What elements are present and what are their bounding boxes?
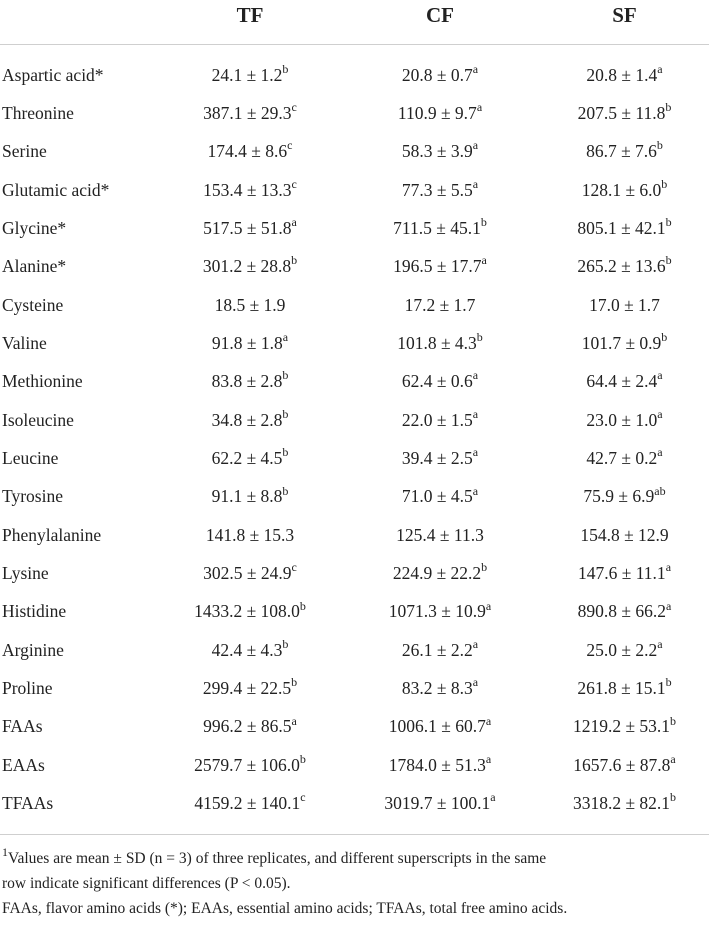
cf-value: 77.3 ± 5.5 bbox=[401, 179, 473, 200]
amino-acid-name: Isoleucine bbox=[2, 409, 74, 430]
cf-significance-letter: a bbox=[472, 176, 479, 191]
sf-value-cell bbox=[540, 631, 709, 669]
cf-value: 101.8 ± 4.3 bbox=[397, 332, 477, 353]
cf-value: 39.4 ± 2.5 bbox=[401, 448, 473, 468]
cf-value: 17.2 ± 1.7 bbox=[404, 294, 476, 315]
cf-value-cell bbox=[350, 707, 530, 745]
sf-significance-letter: a bbox=[657, 61, 663, 76]
sf-value-cell bbox=[540, 784, 709, 822]
tf-value: 83.8 ± 2.8 bbox=[211, 371, 283, 392]
cf-significance-letter: a bbox=[485, 751, 492, 766]
table-row bbox=[0, 477, 709, 515]
tf-value-cell bbox=[160, 631, 340, 669]
cf-value: 26.1 ± 2.2 bbox=[401, 639, 473, 660]
footnote-2: FAAs, flavor amino acids (*); EAAs, essential amino acids; TFAAs, total free amino acids. bbox=[2, 900, 568, 917]
tf-value: 517.5 ± 51.8 bbox=[203, 217, 292, 238]
tf-value: 141.8 ± 15.3 bbox=[205, 524, 295, 545]
table-row bbox=[0, 669, 709, 707]
sf-value-cell bbox=[540, 439, 709, 477]
sf-value-cell bbox=[540, 94, 709, 132]
sf-value-cell bbox=[540, 669, 709, 707]
amino-acid-name: TFAAs bbox=[2, 793, 54, 814]
cf-value-cell bbox=[350, 94, 530, 132]
cf-value: 1784.0 ± 51.3 bbox=[388, 754, 486, 775]
amino-acid-name: Glycine* bbox=[2, 217, 67, 238]
cf-significance-letter: a bbox=[472, 675, 479, 690]
tf-value: 4159.2 ± 140.1 bbox=[194, 793, 301, 814]
tf-significance-letter: b bbox=[291, 253, 298, 268]
tf-significance-letter: a bbox=[291, 713, 297, 728]
tf-significance-letter: a bbox=[291, 215, 297, 230]
tf-value: 42.4 ± 4.3 bbox=[211, 639, 283, 660]
cf-significance-letter: a bbox=[485, 598, 492, 613]
tf-value: 387.1 ± 29.3 bbox=[203, 102, 292, 123]
tf-value-cell bbox=[160, 516, 340, 554]
tf-value-cell bbox=[160, 247, 340, 285]
tf-value-cell bbox=[160, 362, 340, 400]
cf-value: 71.0 ± 4.5 bbox=[401, 486, 473, 507]
table-row bbox=[0, 94, 709, 132]
cf-value-cell bbox=[350, 401, 530, 439]
amino-acid-name: Methionine bbox=[2, 371, 83, 392]
sf-significance-letter: b bbox=[665, 215, 672, 230]
sf-value: 42.7 ± 0.2 bbox=[586, 448, 658, 468]
amino-acid-name: EAAs bbox=[2, 754, 45, 775]
cf-value: 196.5 ± 17.7 bbox=[393, 256, 482, 277]
cf-value-cell bbox=[350, 286, 530, 324]
tf-value: 174.4 ± 8.6 bbox=[207, 141, 288, 162]
sf-value-cell bbox=[540, 401, 709, 439]
tf-significance-letter: c bbox=[291, 560, 297, 575]
table-row bbox=[0, 439, 709, 477]
sf-value: 3318.2 ± 82.1 bbox=[572, 793, 671, 814]
sf-value: 207.5 ± 11.8 bbox=[577, 102, 666, 123]
cf-significance-letter: a bbox=[472, 406, 479, 421]
tf-significance-letter: c bbox=[287, 138, 293, 153]
cf-value-cell bbox=[350, 324, 530, 362]
cf-value-cell bbox=[350, 362, 530, 400]
cf-value-cell bbox=[350, 592, 530, 630]
sf-value-cell bbox=[540, 362, 709, 400]
cf-value: 125.4 ± 11.3 bbox=[396, 524, 484, 545]
cf-significance-letter: a bbox=[472, 368, 479, 383]
sf-significance-letter: b bbox=[661, 176, 668, 191]
tf-value-cell bbox=[160, 56, 340, 94]
sf-value-cell bbox=[540, 592, 709, 630]
cf-significance-letter: a bbox=[490, 790, 496, 805]
table-row bbox=[0, 401, 709, 439]
tf-value: 62.2 ± 4.5 bbox=[211, 448, 283, 468]
table-row bbox=[0, 209, 709, 247]
cf-significance-letter: a bbox=[476, 100, 483, 115]
tf-significance-letter: b bbox=[299, 598, 306, 613]
cf-value-cell bbox=[350, 669, 530, 707]
sf-value-cell bbox=[540, 554, 709, 592]
table-row bbox=[0, 746, 709, 784]
sf-value-cell bbox=[540, 132, 709, 170]
sf-value-cell bbox=[540, 477, 709, 515]
tf-value-cell bbox=[160, 171, 340, 209]
sf-value: 1657.6 ± 87.8 bbox=[573, 754, 671, 775]
cf-value: 711.5 ± 45.1 bbox=[393, 217, 481, 238]
cf-value-cell bbox=[350, 56, 530, 94]
sf-significance-letter: a bbox=[666, 598, 672, 613]
cf-value: 22.0 ± 1.5 bbox=[401, 409, 473, 430]
cf-significance-letter: a bbox=[472, 636, 479, 651]
sf-value: 265.2 ± 13.6 bbox=[577, 256, 666, 277]
table-header-row bbox=[0, 0, 709, 45]
tf-value-cell bbox=[160, 209, 340, 247]
sf-significance-letter: a bbox=[665, 560, 672, 575]
tf-value: 299.4 ± 22.5 bbox=[202, 678, 292, 699]
amino-acid-name: Cysteine bbox=[2, 294, 64, 315]
sf-value: 75.9 ± 6.9 bbox=[583, 486, 655, 507]
sf-value-cell bbox=[540, 324, 709, 362]
tf-value-cell bbox=[160, 784, 340, 822]
tf-value-cell bbox=[160, 669, 340, 707]
tf-value: 91.1 ± 8.8 bbox=[211, 486, 283, 507]
table-row bbox=[0, 592, 709, 630]
sf-value-cell bbox=[540, 516, 709, 554]
cf-significance-letter: a bbox=[485, 713, 492, 728]
sf-significance-letter: b bbox=[665, 100, 672, 115]
cf-value: 20.8 ± 0.7 bbox=[401, 64, 473, 85]
tf-significance-letter: b bbox=[282, 483, 289, 498]
sf-value: 25.0 ± 2.2 bbox=[586, 639, 658, 660]
tf-significance-letter: b bbox=[291, 675, 298, 690]
tf-significance-letter: c bbox=[300, 790, 306, 805]
cf-value-cell bbox=[350, 247, 530, 285]
amino-acid-name: Serine bbox=[2, 141, 47, 162]
table-row bbox=[0, 362, 709, 400]
sf-value: 128.1 ± 6.0 bbox=[581, 179, 662, 200]
cf-significance-letter: a bbox=[472, 483, 479, 498]
sf-significance-letter: a bbox=[670, 751, 676, 766]
table-row bbox=[0, 631, 709, 669]
table-row bbox=[0, 247, 709, 285]
sf-significance-letter: b bbox=[670, 790, 677, 805]
table-row bbox=[0, 132, 709, 170]
sf-value: 890.8 ± 66.2 bbox=[577, 601, 667, 622]
sf-value-cell bbox=[540, 247, 709, 285]
tf-value: 18.5 ± 1.9 bbox=[214, 294, 286, 315]
sf-significance-letter: b bbox=[661, 330, 668, 345]
sf-value-cell bbox=[540, 209, 709, 247]
tf-value: 1433.2 ± 108.0 bbox=[194, 601, 300, 622]
table-bottom-rule bbox=[0, 834, 709, 835]
tf-value-cell bbox=[160, 132, 340, 170]
tf-value: 34.8 ± 2.8 bbox=[211, 409, 283, 430]
sf-significance-letter: b bbox=[665, 253, 672, 268]
cf-value: 62.4 ± 0.6 bbox=[401, 371, 473, 392]
sf-value: 64.4 ± 2.4 bbox=[586, 371, 658, 392]
tf-significance-letter: b bbox=[299, 751, 306, 766]
tf-significance-letter: a bbox=[282, 330, 289, 345]
column-header-cf: CF bbox=[426, 3, 454, 27]
tf-value: 153.4 ± 13.3 bbox=[203, 179, 292, 200]
table-row bbox=[0, 707, 709, 745]
amino-acid-name: Proline bbox=[2, 678, 53, 699]
tf-value-cell bbox=[160, 439, 340, 477]
footnote-marker: 1 bbox=[2, 844, 8, 859]
cf-value-cell bbox=[350, 516, 530, 554]
sf-significance-letter: a bbox=[657, 406, 663, 421]
sf-significance-letter: b bbox=[656, 138, 663, 153]
table-row bbox=[0, 324, 709, 362]
sf-significance-letter: a bbox=[657, 636, 663, 651]
sf-significance-letter: b bbox=[665, 675, 672, 690]
cf-value-cell bbox=[350, 171, 530, 209]
tf-value: 2579.7 ± 106.0 bbox=[194, 754, 300, 775]
amino-acid-name: Alanine* bbox=[2, 256, 67, 277]
sf-value: 20.8 ± 1.4 bbox=[586, 64, 658, 85]
cf-value-cell bbox=[350, 631, 530, 669]
table-row bbox=[0, 554, 709, 592]
cf-significance-letter: a bbox=[481, 253, 487, 268]
sf-value: 23.0 ± 1.0 bbox=[586, 409, 658, 430]
cf-value-cell bbox=[350, 746, 530, 784]
cf-value: 3019.7 ± 100.1 bbox=[384, 793, 491, 814]
tf-value-cell bbox=[160, 94, 340, 132]
amino-acid-name: Leucine bbox=[2, 448, 59, 468]
amino-acid-name: Histidine bbox=[2, 601, 67, 622]
tf-significance-letter: b bbox=[282, 406, 289, 421]
tf-value: 302.5 ± 24.9 bbox=[203, 563, 292, 584]
sf-value: 101.7 ± 0.9 bbox=[581, 332, 662, 353]
table-row bbox=[0, 56, 709, 94]
sf-value-cell bbox=[540, 171, 709, 209]
sf-value-cell bbox=[540, 707, 709, 745]
amino-acid-name: Threonine bbox=[2, 102, 74, 123]
amino-acid-name: Aspartic acid* bbox=[2, 64, 104, 85]
sf-value: 805.1 ± 42.1 bbox=[577, 217, 666, 238]
footnote-1-line-2: row indicate significant differences (P < 0.05). bbox=[2, 875, 291, 892]
cf-significance-letter: b bbox=[481, 560, 488, 575]
table-footnotes bbox=[2, 846, 707, 921]
sf-significance-letter: a bbox=[657, 368, 663, 383]
cf-significance-letter: a bbox=[472, 61, 479, 76]
cf-value: 1006.1 ± 60.7 bbox=[388, 716, 486, 737]
tf-value-cell bbox=[160, 477, 340, 515]
tf-value-cell bbox=[160, 746, 340, 784]
cf-value-cell bbox=[350, 209, 530, 247]
cf-value: 83.2 ± 8.3 bbox=[401, 678, 473, 699]
column-header-sf: SF bbox=[612, 3, 637, 27]
tf-significance-letter: b bbox=[282, 636, 289, 651]
amino-acid-name: Glutamic acid* bbox=[2, 179, 110, 200]
cf-value-cell bbox=[350, 554, 530, 592]
sf-value: 261.8 ± 15.1 bbox=[577, 678, 666, 699]
tf-value-cell bbox=[160, 401, 340, 439]
cf-value: 224.9 ± 22.2 bbox=[392, 563, 482, 584]
table-row bbox=[0, 784, 709, 822]
cf-significance-letter: b bbox=[476, 330, 483, 345]
cf-significance-letter: a bbox=[472, 138, 479, 153]
tf-significance-letter: b bbox=[282, 61, 289, 76]
tf-value-cell bbox=[160, 286, 340, 324]
amino-acid-name: Phenylalanine bbox=[2, 524, 102, 545]
cf-value: 1071.3 ± 10.9 bbox=[388, 601, 486, 622]
cf-value-cell bbox=[350, 132, 530, 170]
amino-acid-name: Tyrosine bbox=[2, 486, 63, 507]
sf-value-cell bbox=[540, 286, 709, 324]
amino-acid-name: Arginine bbox=[2, 639, 64, 660]
sf-value-cell bbox=[540, 746, 709, 784]
amino-acid-name: Valine bbox=[2, 332, 47, 353]
table-row bbox=[0, 516, 709, 554]
cf-value: 58.3 ± 3.9 bbox=[401, 141, 473, 162]
column-header-tf: TF bbox=[236, 3, 264, 27]
tf-value-cell bbox=[160, 324, 340, 362]
tf-value: 91.8 ± 1.8 bbox=[211, 332, 283, 353]
tf-value-cell bbox=[160, 707, 340, 745]
sf-significance-letter: b bbox=[670, 713, 677, 728]
tf-significance-letter: b bbox=[282, 445, 289, 460]
sf-value: 154.8 ± 12.9 bbox=[580, 524, 669, 545]
cf-value-cell bbox=[350, 784, 530, 822]
sf-value-cell bbox=[540, 56, 709, 94]
amino-acid-name: Lysine bbox=[2, 563, 49, 584]
tf-value: 996.2 ± 86.5 bbox=[203, 716, 292, 737]
sf-value: 147.6 ± 11.1 bbox=[577, 563, 666, 584]
tf-value-cell bbox=[160, 592, 340, 630]
tf-value: 301.2 ± 28.8 bbox=[202, 256, 292, 277]
tf-significance-letter: b bbox=[282, 368, 289, 383]
footnote-1-line-1: Values are mean ± SD (n = 3) of three replicates, and different superscripts in the same bbox=[8, 850, 547, 867]
table-row bbox=[0, 171, 709, 209]
cf-significance-letter: b bbox=[480, 215, 487, 230]
tf-significance-letter: c bbox=[291, 176, 297, 191]
tf-value-cell bbox=[160, 554, 340, 592]
cf-significance-letter: a bbox=[472, 445, 479, 460]
sf-significance-letter: ab bbox=[654, 483, 666, 498]
cf-value-cell bbox=[350, 477, 530, 515]
amino-acid-name: FAAs bbox=[2, 716, 43, 737]
cf-value-cell bbox=[350, 439, 530, 477]
sf-significance-letter: a bbox=[657, 445, 663, 460]
sf-value: 86.7 ± 7.6 bbox=[586, 141, 657, 162]
cf-value: 110.9 ± 9.7 bbox=[397, 102, 477, 123]
sf-value: 17.0 ± 1.7 bbox=[589, 294, 660, 315]
table-row bbox=[0, 286, 709, 324]
footnote-1 bbox=[2, 846, 707, 871]
sf-value: 1219.2 ± 53.1 bbox=[572, 716, 671, 737]
tf-significance-letter: c bbox=[291, 100, 297, 115]
tf-value: 24.1 ± 1.2 bbox=[211, 64, 283, 85]
